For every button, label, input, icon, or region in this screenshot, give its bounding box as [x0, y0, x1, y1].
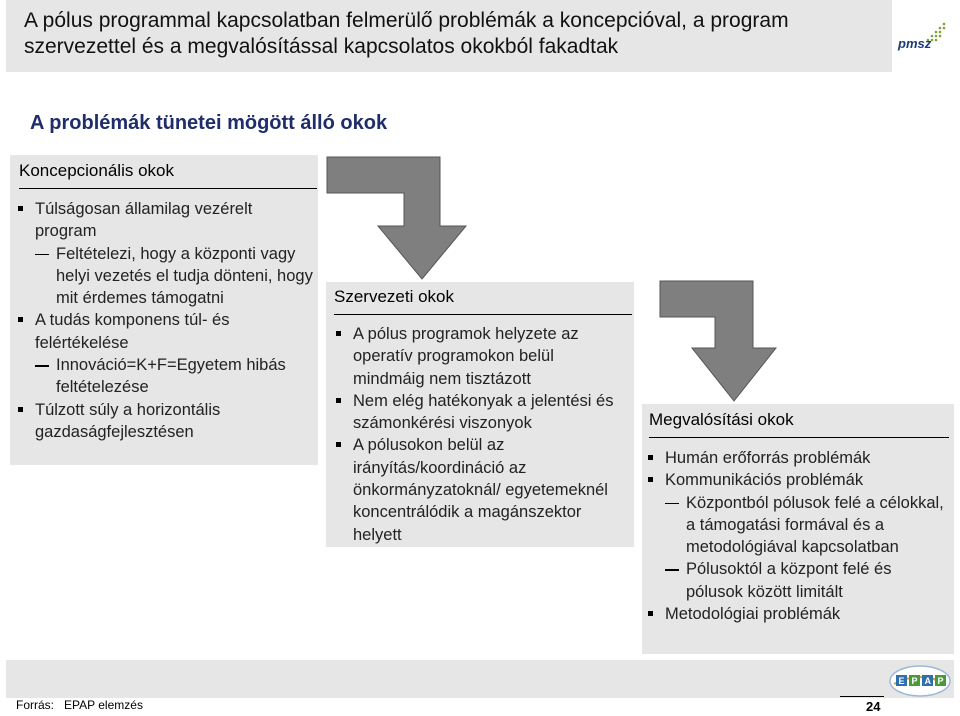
footer-bar: [6, 660, 954, 698]
impl-title-rule: [649, 437, 949, 438]
impl-box-title: Megvalósítási okok: [649, 410, 794, 429]
list-item: Túlságosan államilag vezérelt program: [15, 198, 315, 243]
list-item: Kommunikációs problémák: [645, 469, 945, 491]
epap-letter-3: A: [924, 676, 931, 686]
list-item: Innováció=K+F=Egyetem hibás feltételezése: [15, 354, 315, 399]
title-bar: [6, 0, 954, 72]
impl-box: [642, 404, 954, 654]
list-item: A tudás komponens túl- és felértékelése: [15, 309, 315, 354]
list-item: Központból pólusok felé a célokkal, a támogatási formával és a metodológiával kapcsolatban: [645, 492, 945, 559]
source-label: Forrás:: [16, 698, 55, 712]
list-item: Feltételezi, hogy a központi vagy helyi vezetés el tudja dönteni, hogy mit érdemes támogatni: [15, 243, 315, 310]
list-item: Nem elég hatékonyak a jelentési és számonkérési viszonyok: [333, 390, 625, 435]
list-item: A pólus programok helyzete az operatív programokon belül mindmáig nem tisztázott: [333, 323, 625, 390]
org-box-title: Szervezeti okok: [334, 287, 454, 306]
logo-text: pmsz: [898, 36, 932, 51]
epap-letter-4: P: [937, 676, 944, 686]
title-line-2: szervezettel és a megvalósítással kapcsolatos okokból fakadtak: [24, 35, 619, 58]
list-item: Pólusoktól a központ felé és pólusok között limitált: [645, 558, 945, 603]
epap-letter-1: E: [898, 676, 905, 686]
list-item: A pólusokon belül az irányítás/koordináció az önkormányzatoknál/ egyetemeknél koncentrálódik a magánszektor helyett: [333, 434, 625, 545]
pmsz-logo: [892, 0, 954, 72]
slide-title: [24, 8, 874, 60]
epap-logo: [888, 664, 952, 698]
list-item: Túlzott súly a horizontális gazdaságfejlesztésen: [15, 399, 315, 444]
section-subtitle: A problémák tünetei mögött álló okok: [30, 112, 388, 134]
org-title-rule: [334, 314, 632, 315]
bent-arrow-icon: [326, 156, 492, 280]
org-box: [326, 282, 634, 547]
title-line-1: A pólus programmal kapcsolatban felmerülő problémák a koncepcióval, a program: [24, 9, 789, 32]
bent-arrow-icon: [659, 280, 795, 402]
source-note: [16, 698, 153, 712]
list-item: Humán erőforrás problémák: [645, 447, 945, 469]
page-number-rule: [840, 696, 884, 697]
epap-letter-2: P: [911, 676, 918, 686]
impl-list: [645, 447, 945, 625]
list-item: Metodológiai problémák: [645, 603, 945, 625]
concept-box: [10, 155, 318, 465]
source-value: EPAP elemzés: [64, 698, 143, 712]
org-list: [333, 323, 625, 546]
concept-list: [15, 198, 315, 443]
page-number: 24: [866, 699, 881, 714]
concept-title-rule: [19, 188, 317, 189]
concept-box-title: Koncepcionális okok: [19, 161, 174, 180]
